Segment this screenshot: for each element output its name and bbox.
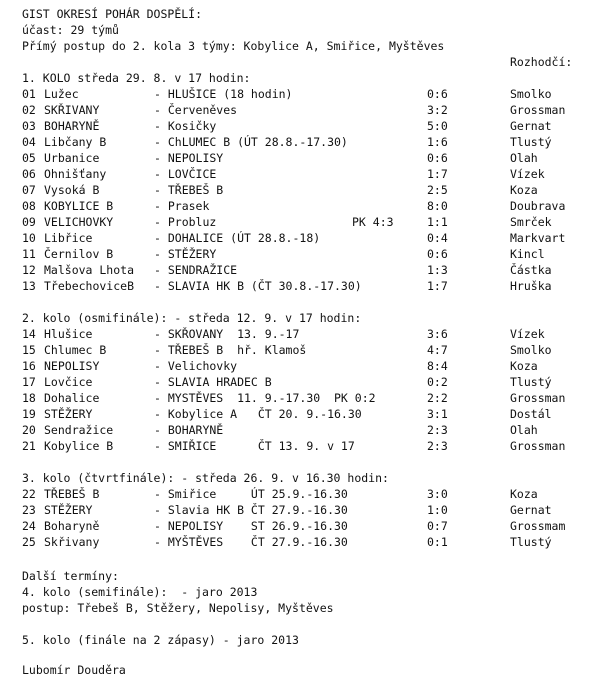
match-home: STĚŽERY	[44, 407, 93, 421]
match-referee: Smolko	[510, 87, 552, 101]
match-home: Libřice	[44, 231, 93, 245]
match-away: - Kobylice A ČT 20. 9.-16.30	[154, 407, 362, 421]
match-row	[22, 230, 582, 246]
match-no: 15	[22, 343, 36, 357]
match-away: - DOHALICE (ÚT 28.8.-18)	[154, 231, 321, 245]
match-referee: Koza	[510, 487, 538, 501]
match-home: Dohalice	[44, 391, 100, 405]
match-away: - Slavia HK B ČT 27.9.-16.30	[154, 503, 348, 517]
match-note: PK 4:3	[352, 215, 394, 229]
match-score: 2:2	[427, 391, 448, 405]
match-no: 25	[22, 535, 36, 549]
match-no: 06	[22, 167, 36, 181]
match-home: Hlušice	[44, 327, 93, 341]
match-score: 0:7	[427, 519, 448, 533]
match-referee: Markvart	[510, 231, 566, 245]
match-no: 10	[22, 231, 36, 245]
match-home: Lužec	[44, 87, 79, 101]
match-away: - Velichovky	[154, 359, 238, 373]
match-referee: Kincl	[510, 247, 545, 261]
round-heading: 3. kolo (čtvrtfinále): - středa 26. 9. v 16.30 hodin:	[22, 471, 389, 485]
match-no: 09	[22, 215, 36, 229]
match-away: - HLUŠICE (18 hodin)	[154, 87, 293, 101]
match-home: Kobylice B	[44, 439, 114, 453]
match-referee: Gernat	[510, 503, 552, 517]
match-row	[22, 166, 582, 182]
match-no: 02	[22, 103, 36, 117]
match-no: 18	[22, 391, 36, 405]
match-referee: Gernat	[510, 119, 552, 133]
match-referee: Tlustý	[510, 135, 552, 149]
match-score: 3:6	[427, 327, 448, 341]
match-no: 13	[22, 279, 36, 293]
match-row	[22, 358, 582, 374]
match-no: 19	[22, 407, 36, 421]
match-away: - NEPOLISY ST 26.9.-16.30	[154, 519, 348, 533]
match-row	[22, 198, 582, 214]
match-row	[22, 86, 582, 102]
match-home: Lovčice	[44, 375, 93, 389]
match-row	[22, 518, 582, 534]
match-no: 21	[22, 439, 36, 453]
match-referee: Dostál	[510, 407, 552, 421]
match-score: 1:7	[427, 167, 448, 181]
match-no: 11	[22, 247, 36, 261]
match-away: - ChLUMEC B (ÚT 28.8.-17.30)	[154, 135, 348, 149]
match-away: - BOHARYNĚ	[154, 423, 224, 437]
match-no: 22	[22, 487, 36, 501]
match-score: 0:4	[427, 231, 448, 245]
round-heading: 1. KOLO středa 29. 8. v 17 hodin:	[22, 71, 251, 85]
match-referee: Tlustý	[510, 375, 552, 389]
match-referee: Grossman	[510, 103, 566, 117]
match-row	[22, 438, 582, 454]
match-home: Vysoká B	[44, 183, 100, 197]
match-score: 3:0	[427, 487, 448, 501]
match-score: 0:1	[427, 535, 448, 549]
match-no: 03	[22, 119, 36, 133]
match-score: 1:0	[427, 503, 448, 517]
signature: Lubomír Douděra	[22, 663, 126, 677]
match-away: - Probluz	[154, 215, 217, 229]
match-referee: Olah	[510, 423, 538, 437]
match-row	[22, 326, 582, 342]
match-score: 5:0	[427, 119, 448, 133]
match-row	[22, 534, 582, 550]
match-score: 0:6	[427, 247, 448, 261]
match-home: Chlumec B	[44, 343, 107, 357]
match-home: VELICHOVKY	[44, 215, 114, 229]
match-referee: Grossman	[510, 439, 566, 453]
match-row	[22, 134, 582, 150]
match-score: 0:6	[427, 151, 448, 165]
match-home: SKŘIVANY	[44, 103, 100, 117]
match-row	[22, 422, 582, 438]
match-away: - TŘEBEŠ B	[154, 183, 224, 197]
match-score: 1:3	[427, 263, 448, 277]
match-referee: Grossman	[510, 391, 566, 405]
match-referee: Vízek	[510, 327, 545, 341]
match-no: 16	[22, 359, 36, 373]
match-away: - MYŠTĚVES ČT 27.9.-16.30	[154, 535, 348, 549]
match-referee: Smrček	[510, 215, 552, 229]
match-home: Malšova Lhota	[44, 263, 135, 277]
match-home: Sendražice	[44, 423, 114, 437]
match-row	[22, 262, 582, 278]
match-referee: Koza	[510, 183, 538, 197]
match-row	[22, 102, 582, 118]
semifinal-advance-line: postup: Třebeš B, Stěžery, Nepolisy, Myštěves	[22, 601, 334, 615]
match-no: 04	[22, 135, 36, 149]
match-away: - NEPOLISY	[154, 151, 224, 165]
match-home: Boharyně	[44, 519, 100, 533]
final-line: 5. kolo (finále na 2 zápasy) - jaro 2013	[22, 633, 299, 647]
match-home: KOBYLICE B	[44, 199, 114, 213]
match-home: Černilov B	[44, 247, 114, 261]
match-score: 3:2	[427, 103, 448, 117]
match-away: - SLAVIA HRADEC B	[154, 375, 272, 389]
match-home: Ohnišťany	[44, 167, 107, 181]
match-score: 1:7	[427, 279, 448, 293]
match-score: 8:0	[427, 199, 448, 213]
match-home: TřebechoviceB	[44, 279, 135, 293]
document-title: GIST OKRESÍ POHÁR DOSPĚLÍ:	[22, 7, 203, 21]
match-no: 01	[22, 87, 36, 101]
match-away: - SKŘOVANY 13. 9.-17	[154, 327, 300, 341]
match-row	[22, 502, 582, 518]
match-score: 2:3	[427, 439, 448, 453]
match-away: - Smiřice ÚT 25.9.-16.30	[154, 487, 348, 501]
match-home: Libčany B	[44, 135, 107, 149]
match-score: 4:7	[427, 343, 448, 357]
match-no: 17	[22, 375, 36, 389]
semifinal-line: 4. kolo (semifinále): - jaro 2013	[22, 585, 258, 599]
match-row	[22, 406, 582, 422]
match-away: - Červeněves	[154, 103, 238, 117]
match-away: - SMIŘICE ČT 13. 9. v 17	[154, 439, 355, 453]
round-heading: 2. kolo (osmifinále): - středa 12. 9. v 17 hodin:	[22, 311, 362, 325]
match-referee: Grossmam	[510, 519, 566, 533]
match-referee: Vízek	[510, 167, 545, 181]
match-no: 12	[22, 263, 36, 277]
match-score: 2:5	[427, 183, 448, 197]
match-row	[22, 390, 582, 406]
further-dates-heading: Další termíny:	[22, 569, 119, 583]
match-away: - SENDRAŽICE	[154, 263, 238, 277]
match-away: - MYSTĚVES 11. 9.-17.30 PK 0:2	[154, 391, 376, 405]
match-no: 14	[22, 327, 36, 341]
match-no: 24	[22, 519, 36, 533]
match-row	[22, 486, 582, 502]
match-score: 1:6	[427, 135, 448, 149]
match-home: TŘEBEŠ B	[44, 487, 100, 501]
match-home: Urbanice	[44, 151, 100, 165]
match-no: 05	[22, 151, 36, 165]
match-away: - Kosičky	[154, 119, 217, 133]
match-away: - STĚŽERY	[154, 247, 217, 261]
match-score: 8:4	[427, 359, 448, 373]
match-home: STĚŽERY	[44, 503, 93, 517]
match-away: - Prasek	[154, 199, 210, 213]
match-referee: Doubrava	[510, 199, 566, 213]
match-score: 0:6	[427, 87, 448, 101]
match-row	[22, 150, 582, 166]
match-home: NEPOLISY	[44, 359, 100, 373]
match-home: BOHARYNĚ	[44, 119, 100, 133]
match-no: 08	[22, 199, 36, 213]
match-referee: Hruška	[510, 279, 552, 293]
match-no: 23	[22, 503, 36, 517]
match-away: - SLAVIA HK B (ČT 30.8.-17.30)	[154, 279, 362, 293]
match-score: 2:3	[427, 423, 448, 437]
match-no: 20	[22, 423, 36, 437]
match-row	[22, 374, 582, 390]
match-row	[22, 278, 582, 294]
match-away: - LOVČICE	[154, 167, 217, 181]
match-row	[22, 182, 582, 198]
match-score: 0:2	[427, 375, 448, 389]
match-score: 1:1	[427, 215, 448, 229]
match-away: - TŘEBEŠ B hř. Klamoš	[154, 343, 307, 357]
match-score: 3:1	[427, 407, 448, 421]
match-home: Skřivany	[44, 535, 100, 549]
match-referee: Částka	[510, 263, 552, 277]
match-row	[22, 118, 582, 134]
direct-advance-line: Přímý postup do 2. kola 3 týmy: Kobylice A, Smiřice, Myštěves	[22, 39, 445, 53]
match-referee: Tlustý	[510, 535, 552, 549]
referee-column-header: Rozhodčí:	[510, 55, 573, 69]
match-row	[22, 342, 582, 358]
participation-line: účast: 29 týmů	[22, 23, 119, 37]
match-referee: Koza	[510, 359, 538, 373]
match-row	[22, 246, 582, 262]
match-referee: Smolko	[510, 343, 552, 357]
match-referee: Olah	[510, 151, 538, 165]
match-row	[22, 214, 582, 230]
match-no: 07	[22, 183, 36, 197]
